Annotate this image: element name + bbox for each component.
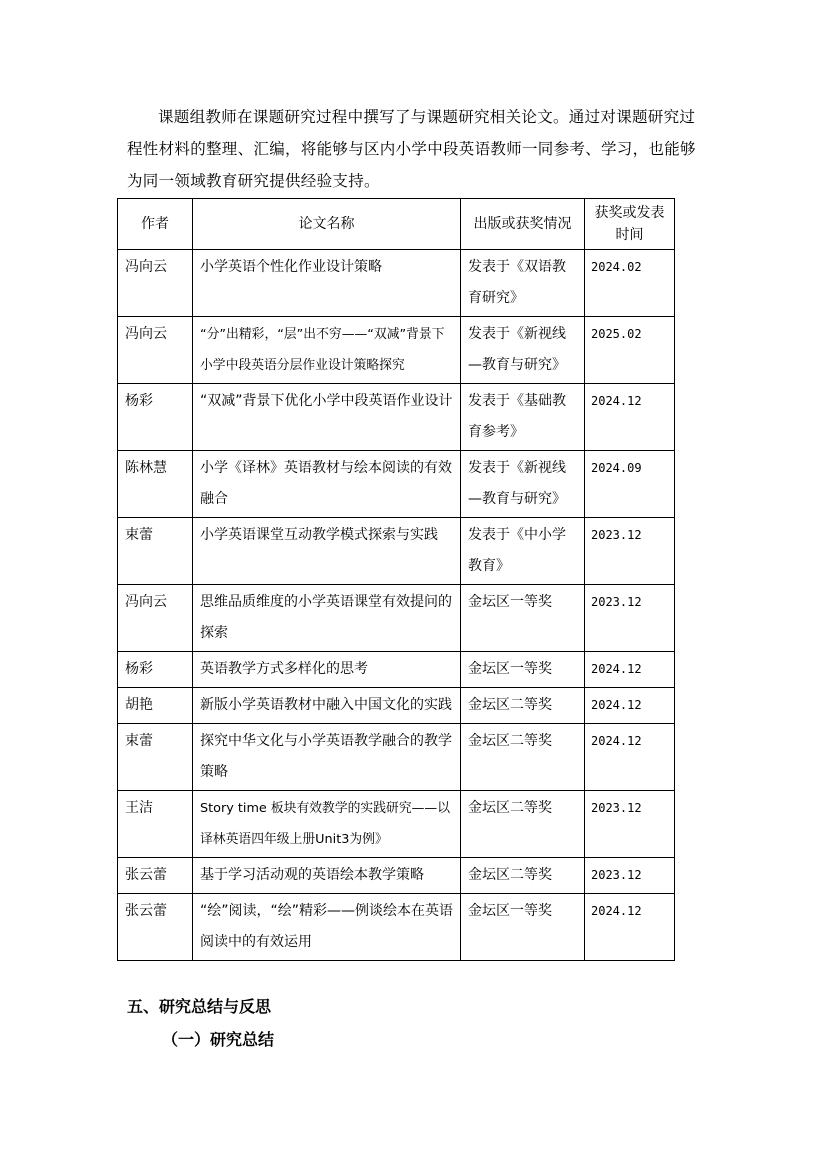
intro-paragraph: 课题组教师在课题研究过程中撰写了与课题研究相关论文。通过对课题研究过程性材料的整理、汇编，将能够与区内小学中段英语教师一同参考、学习，也能够为同一领域教育研究提供经验支持。 (127, 108, 696, 190)
title-cell: 探究中华文化与小学英语教学融合的教学策略 (193, 724, 461, 791)
date-cell: 2024.12 (585, 724, 675, 791)
date-cell: 2023.12 (585, 585, 675, 652)
author-cell: 杨彩 (118, 652, 193, 688)
author-cell: 束蕾 (118, 724, 193, 791)
author-cell: 陈林慧 (118, 451, 193, 518)
papers-table (117, 198, 675, 961)
table-row (118, 451, 675, 518)
header-status: 出版或获奖情况 (461, 199, 585, 250)
date-cell: 2024.09 (585, 451, 675, 518)
title-cell: 基于学习活动观的英语绘本教学策略 (193, 858, 461, 894)
status-cell: 金坛区一等奖 (461, 894, 585, 961)
author-cell: 胡艳 (118, 688, 193, 724)
title-cell: “双减”背景下优化小学中段英语作业设计 (193, 384, 461, 451)
author-cell: 王洁 (118, 791, 193, 858)
table-row (118, 250, 675, 317)
title-cell: 小学英语课堂互动教学模式探索与实践 (193, 518, 461, 585)
author-cell: 张云蕾 (118, 858, 193, 894)
date-cell: 2024.12 (585, 688, 675, 724)
date-cell: 2025.02 (585, 317, 675, 384)
title-cell: 小学《译林》英语教材与绘本阅读的有效融合 (193, 451, 461, 518)
header-date: 获奖或发表时间 (585, 199, 675, 250)
title-cell: 新版小学英语教材中融入中国文化的实践 (193, 688, 461, 724)
status-cell: 发表于《中小学教育》 (461, 518, 585, 585)
status-cell: 金坛区二等奖 (461, 791, 585, 858)
table-row (118, 688, 675, 724)
subsection-heading: （一）研究总结 (162, 1030, 275, 1049)
author-cell: 束蕾 (118, 518, 193, 585)
author-cell: 冯向云 (118, 317, 193, 384)
table-row (118, 317, 675, 384)
header-author: 作者 (118, 199, 193, 250)
date-cell: 2024.02 (585, 250, 675, 317)
status-cell: 发表于《新视线—教育与研究》 (461, 451, 585, 518)
table-row (118, 724, 675, 791)
date-cell: 2024.12 (585, 384, 675, 451)
title-cell: “绘”阅读，“绘”精彩——例谈绘本在英语阅读中的有效运用 (193, 894, 461, 961)
author-cell: 冯向云 (118, 585, 193, 652)
status-cell: 金坛区一等奖 (461, 585, 585, 652)
title-cell: “分”出精彩，“层”出不穷——“双减”背景下小学中段英语分层作业设计策略探究 (193, 317, 461, 384)
status-cell: 金坛区二等奖 (461, 688, 585, 724)
status-cell: 发表于《基础教育参考》 (461, 384, 585, 451)
header-title: 论文名称 (193, 199, 461, 250)
date-cell: 2023.12 (585, 858, 675, 894)
date-cell: 2024.12 (585, 894, 675, 961)
status-cell: 发表于《双语教育研究》 (461, 250, 585, 317)
status-cell: 金坛区二等奖 (461, 724, 585, 791)
table-row (118, 894, 675, 961)
title-cell: 英语教学方式多样化的思考 (193, 652, 461, 688)
author-cell: 杨彩 (118, 384, 193, 451)
table-row (118, 384, 675, 451)
table-row (118, 518, 675, 585)
date-cell: 2023.12 (585, 518, 675, 585)
table-row (118, 652, 675, 688)
status-cell: 发表于《新视线—教育与研究》 (461, 317, 585, 384)
title-cell: Story time 板块有效教学的实践研究——以译林英语四年级上册Unit3为例》 (193, 791, 461, 858)
table-row (118, 791, 675, 858)
table-header-row (118, 199, 675, 250)
author-cell: 冯向云 (118, 250, 193, 317)
status-cell: 金坛区一等奖 (461, 652, 585, 688)
table-row (118, 585, 675, 652)
author-cell: 张云蕾 (118, 894, 193, 961)
title-cell: 小学英语个性化作业设计策略 (193, 250, 461, 317)
status-cell: 金坛区二等奖 (461, 858, 585, 894)
title-cell: 思维品质维度的小学英语课堂有效提问的探索 (193, 585, 461, 652)
section-heading: 五、研究总结与反思 (127, 997, 272, 1016)
table-row (118, 858, 675, 894)
date-cell: 2023.12 (585, 791, 675, 858)
date-cell: 2024.12 (585, 652, 675, 688)
